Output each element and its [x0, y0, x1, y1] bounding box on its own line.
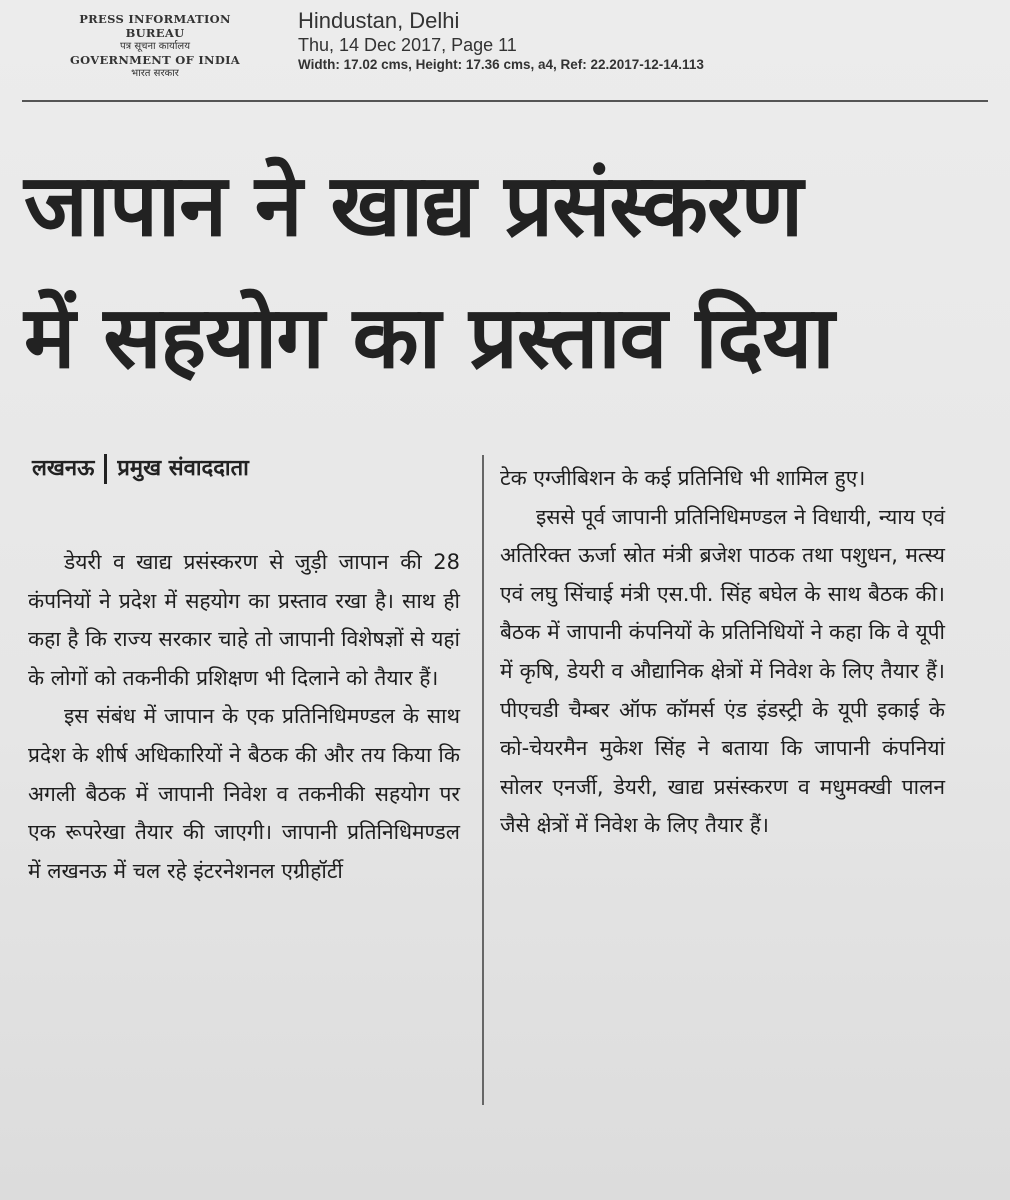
paragraph: इस संबंध में जापान के एक प्रतिनिधिमण्डल के साथ प्रदेश के शीर्ष अधिकारियों ने बैठक की और तय किया कि अगली बैठक में जापानी निवेश व तकनीकी सहयोग पर एक रूपरेखा तैयार की जाएगी। जापानी प्रतिनिधिमण्डल में लखनऊ में चल रहे इंटरनेशनल एग्रीहॉर्टी: [28, 704, 460, 883]
header-rule: [22, 100, 988, 102]
byline: [32, 452, 249, 484]
article-column-2: [500, 459, 945, 845]
byline-author: प्रमुख संवाददाता: [117, 456, 249, 481]
headline: [24, 140, 984, 404]
column-rule: [482, 455, 484, 1105]
pib-masthead: [50, 12, 260, 80]
paragraph: इससे पूर्व जापानी प्रतिनिधिमण्डल ने विधायी, न्याय एवं अतिरिक्त ऊर्जा स्रोत मंत्री ब्रजेश पाठक तथा पशुधन, मत्स्य एवं लघु सिंचाई मंत्री एस.पी. सिंह बघेल के साथ बैठक की।बैठक में जापानी कंपनियों के प्रतिनिधियों ने कहा कि वे यूपी में कृषि, डेयरी व औद्यानिक क्षेत्रों में निवेश के लिए तैयार हैं। पीएचडी चैम्बर ऑफ कॉमर्स एंड इंडस्ट्री के यूपी इकाई के को-चेयरमैन मुकेश सिंह ने बताया कि जापानी कंपनियां सोलर एनर्जी, डेयरी, खाद्य प्रसंस्करण व मधुमक्खी पालन जैसे क्षेत्रों में निवेश के लिए तैयार हैं।: [500, 504, 945, 838]
headline-line-1: जापान ने खाद्य प्रसंस्करण: [24, 156, 803, 256]
gov-name-hi: भारत सरकार: [131, 68, 179, 79]
pib-name-en: PRESS INFORMATION BUREAU: [79, 12, 231, 40]
headline-line-2: में सहयोग का प्रस्ताव दिया: [24, 288, 834, 388]
paragraph: टेक एग्जीबिशन के कई प्रतिनिधि भी शामिल हुए।: [500, 466, 866, 490]
byline-place: लखनऊ: [32, 456, 95, 481]
gov-name-en: GOVERNMENT OF INDIA: [69, 53, 240, 67]
article-column-1: [28, 543, 460, 890]
date-page: Thu, 14 Dec 2017, Page 11: [298, 35, 517, 55]
clipping-meta: [298, 8, 704, 74]
byline-separator: [104, 454, 107, 484]
pib-name-hi: पत्र सूचना कार्यालय: [119, 41, 191, 52]
newspaper-name: Hindustan, Delhi: [298, 8, 460, 33]
clip-dimensions: Width: 17.02 cms, Height: 17.36 cms, a4, Ref: 22.2017-12-14.113: [298, 57, 704, 72]
paragraph: डेयरी व खाद्य प्रसंस्करण से जुड़ी जापान की 28 कंपनियों ने प्रदेश में सहयोग का प्रस्ताव रखा है। साथ ही कहा है कि राज्य सरकार चाहे तो जापानी विशेषज्ञों से यहां के लोगों को तकनीकी प्रशिक्षण भी दिलाने को तैयार हैं।: [28, 550, 460, 690]
